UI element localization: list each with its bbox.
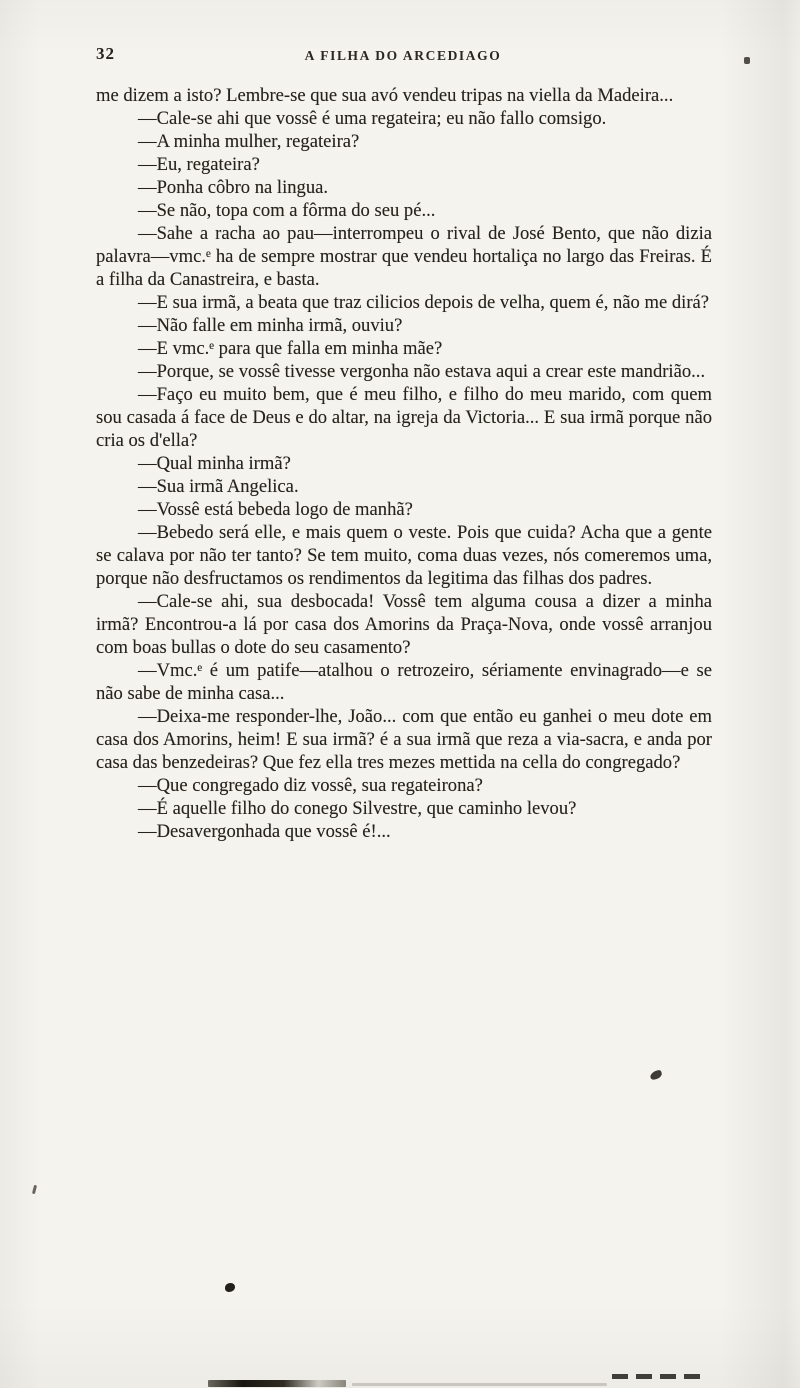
ink-tick [32,1185,37,1194]
paragraph: —Sahe a racha ao pau—interrompeu o rival de José Bento, que não dizia palavra—vmc.ᵉ ha de sempre mostrar que vendeu hortaliça no largo das Freiras. É a filha da Canastreira, e basta. [96,223,712,290]
paragraph: —Eu, regateira? [138,154,260,175]
paragraph: —É aquelle filho do conego Silvestre, que caminho levou? [138,798,577,819]
paragraph: —A minha mulher, regateira? [138,131,360,152]
paragraph: me dizem a isto? Lembre-se que sua avó vendeu tripas na viella da Madeira... [96,85,674,106]
paragraph: —Cale-se ahi que vossê é uma regateira; eu não fallo comsigo. [138,108,607,129]
running-title: A FILHA DO ARCEDIAGO [304,48,502,63]
paragraph: —Bebedo será elle, e mais quem o veste. Pois que cuida? Acha que a gente se calava por não ter tanto? Se tem muito, coma duas vezes, nós comeremos uma, porque não desfructamos os rendimentos da legitima das filhas dos padres. [96,522,712,589]
paragraph: —Ponha côbro na lingua. [138,177,329,198]
paragraph: —Não falle em minha irmã, ouviu? [138,315,403,336]
page-number: 32 [96,44,115,63]
paragraph: —Que congregado diz vossê, sua regateirona? [138,775,483,796]
ink-smudge [649,1069,663,1080]
paragraph: —Qual minha irmã? [138,453,291,474]
page-header [96,44,710,66]
paragraph: —Faço eu muito bem, que é meu filho, e filho do meu marido, com quem sou casada á face de Deus e do altar, na igreja da Victoria... E sua irmã porque não cria os d'ella? [96,384,712,451]
paragraph: —Se não, topa com a fôrma do seu pé... [138,200,436,221]
scan-artifact-bar [612,1374,704,1379]
paragraph: —E vmc.ᵉ para que falla em minha mãe? [138,338,443,359]
paragraph: —Desavergonhada que vossê é!... [138,821,391,842]
ink-blot [225,1283,235,1292]
page-text [96,84,712,843]
paragraph: —E sua irmã, a beata que traz cilicios depois de velha, quem é, não me dirá? [138,292,710,313]
scan-artifact-bar [208,1380,346,1387]
paragraph: —Deixa-me responder-lhe, João... com que então eu ganhei o meu dote em casa dos Amorins, heim! E sua irmã? é a sua irmã que reza a via-sacra, e anda por casa das benzedeiras? Que fez ella tres mezes mettida na cella do congregado? [96,706,712,773]
paragraph: —Sua irmã Angelica. [138,476,299,497]
paragraph: —Porque, se vossê tivesse vergonha não estava aqui a crear este mandrião... [138,361,706,382]
scan-artifact-bar [352,1383,607,1386]
ink-speck [744,57,750,64]
paragraph: —Vmc.ᵉ é um patife—atalhou o retrozeiro, sériamente envinagrado—e se não sabe de minha casa... [96,660,712,704]
paragraph: —Cale-se ahi, sua desbocada! Vossê tem alguma cousa a dizer a minha irmã? Encontrou-a lá por casa dos Amorins da Praça-Nova, onde vossê arranjou com boas bullas o dote do seu casamento? [96,591,712,658]
paragraph: —Vossê está bebeda logo de manhã? [138,499,413,520]
